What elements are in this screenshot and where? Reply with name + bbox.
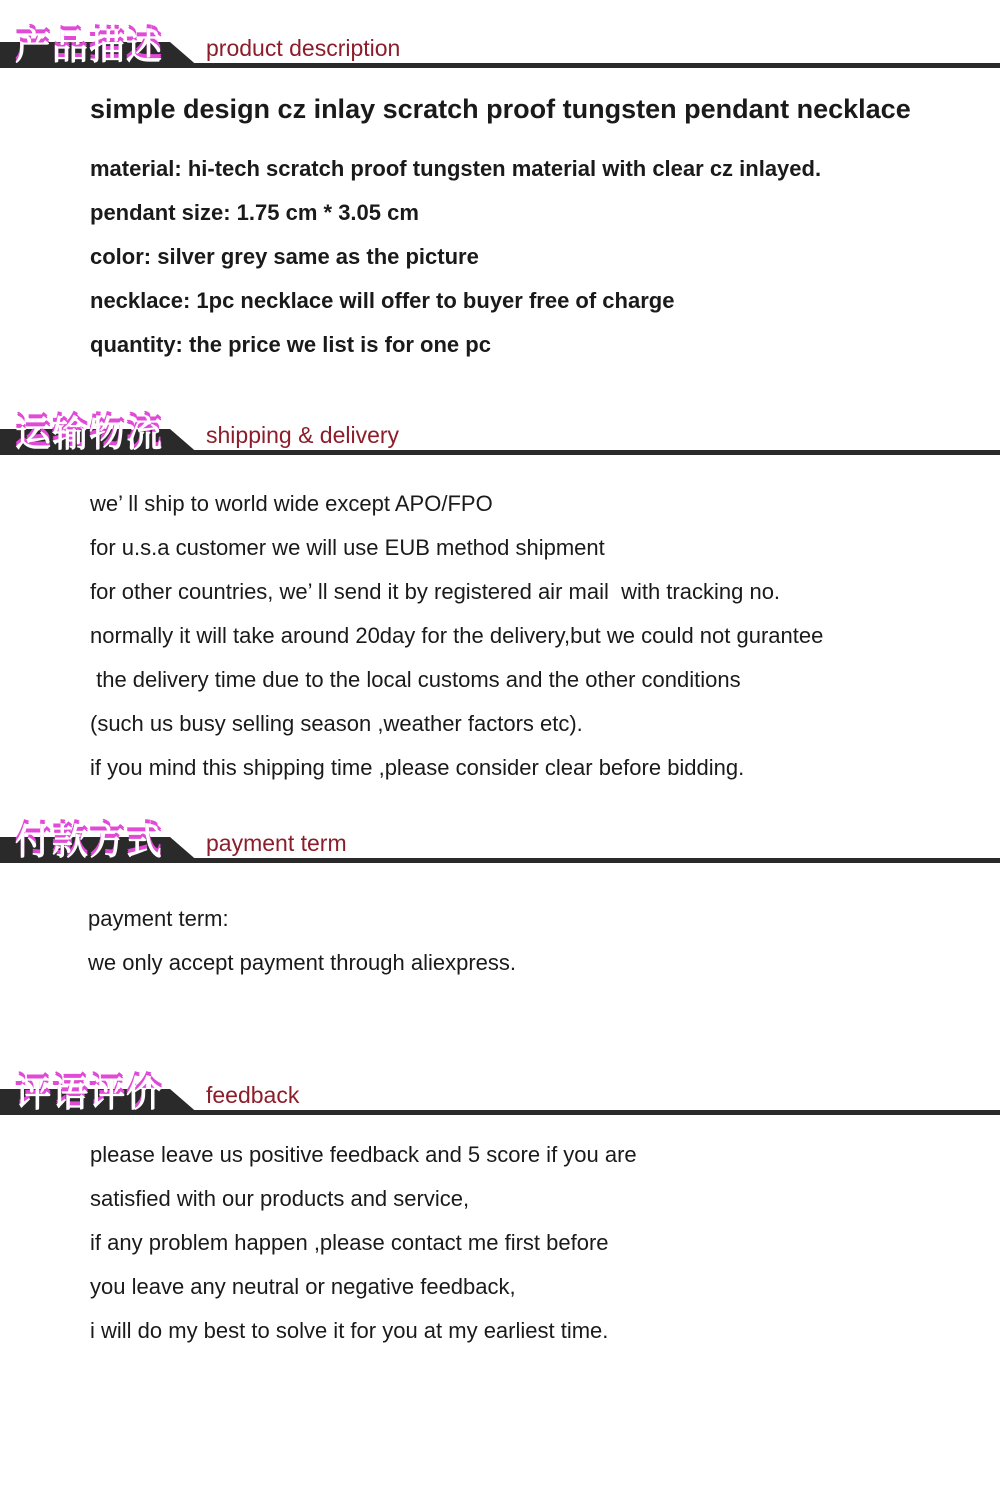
section-header — [0, 8, 1000, 68]
spec-pendant-size: pendant size: 1.75 cm * 3.05 cm — [90, 200, 419, 225]
section-title-english: shipping & delivery — [206, 422, 400, 448]
spec-material: material: hi-tech scratch proof tungsten material with clear cz inlayed. — [90, 156, 822, 181]
shipping-line: we’ ll ship to world wide except APO/FPO — [90, 491, 493, 516]
section-payment-term — [0, 803, 1000, 863]
product-spec-list — [90, 147, 990, 367]
payment-text — [88, 897, 990, 985]
section-feedback — [0, 1055, 1000, 1115]
product-description-content — [90, 92, 990, 126]
shipping-line: the delivery time due to the local customs and the other conditions — [90, 667, 741, 692]
section-title-chinese: 运输物流 — [15, 414, 164, 455]
product-title: simple design cz inlay scratch proof tungsten pendant necklace — [90, 94, 911, 124]
section-product-description — [0, 8, 1000, 68]
section-header — [0, 803, 1000, 863]
section-title-chinese: 产品描述 — [15, 27, 164, 68]
section-title-chinese: 付款方式 — [15, 822, 164, 863]
spec-necklace: necklace: 1pc necklace will offer to buyer free of charge — [90, 288, 675, 313]
section-title-english: payment term — [206, 830, 347, 856]
feedback-line: satisfied with our products and service, — [90, 1186, 470, 1211]
payment-line: payment term: — [88, 906, 229, 931]
section-header — [0, 1055, 1000, 1115]
feedback-line: if any problem happen ,please contact me first before — [90, 1230, 609, 1255]
spec-quantity: quantity: the price we list is for one pc — [90, 332, 491, 357]
payment-line: we only accept payment through aliexpress. — [88, 950, 517, 975]
shipping-line: for u.s.a customer we will use EUB method shipment — [90, 535, 605, 560]
spec-color: color: silver grey same as the picture — [90, 244, 479, 269]
section-title-english: feedback — [206, 1082, 300, 1108]
shipping-line: normally it will take around 20day for the delivery,but we could not gurantee — [90, 623, 824, 648]
shipping-line: if you mind this shipping time ,please consider clear before bidding. — [90, 755, 745, 780]
shipping-line: (such us busy selling season ,weather factors etc). — [90, 711, 583, 736]
shipping-line: for other countries, we’ ll send it by registered air mail with tracking no. — [90, 579, 781, 604]
section-title-chinese: 评语评价 — [15, 1074, 164, 1115]
section-title-english: product description — [206, 35, 401, 61]
feedback-line: please leave us positive feedback and 5 score if you are — [90, 1142, 637, 1167]
feedback-line: you leave any neutral or negative feedback, — [90, 1274, 516, 1299]
shipping-text — [90, 482, 990, 790]
feedback-text — [90, 1133, 990, 1353]
feedback-line: i will do my best to solve it for you at my earliest time. — [90, 1318, 609, 1343]
section-header — [0, 395, 1000, 455]
section-shipping-delivery — [0, 395, 1000, 455]
